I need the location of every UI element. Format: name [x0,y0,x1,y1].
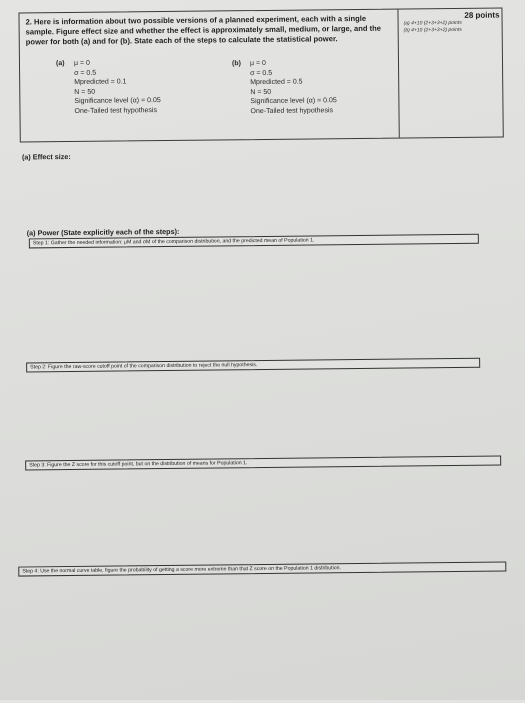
points-b: (b) 4+10 (2+3+3+2) points [403,26,462,34]
power-label: (a) Power (State explicitly each of the steps): [26,226,180,238]
points-column-divider [397,10,399,138]
version-b-alpha: Significance level (α) = 0.05 [250,97,337,106]
points-panel [403,11,499,35]
version-b-parameters [232,58,337,117]
question-number: 2. [25,17,32,27]
version-b-test: One-Tailed test hypothesis [250,107,334,116]
points-total: 28 points [464,10,500,20]
question-prompt: Here is information about two possible versions of a planned experiment, each with a single sample. Figure effect size and whether the effect is approximately small, medium, or large, and the power for both (a) and for (b). State each of the steps to calculate the statistical power. [25,13,382,47]
version-a-sigma: σ = 0.5 [74,69,97,77]
step-1-bar: Step 1: Gather the needed information: μM and σM of the comparison distribution, and the predicted mean of Population 1. [29,234,479,249]
effect-size-label: (a) Effect size: [21,151,71,162]
step-4-bar: Step 4: Use the normal curve table, figure the probability of getting a score more extreme than that Z score on the Population 1 distribution. [18,561,506,576]
version-a-label: (a) [55,60,65,68]
version-b-label: (b) [231,60,241,68]
version-a-m-predicted: Mpredicted = 0.1 [74,78,127,87]
question-text [26,14,392,48]
version-b-mu: μ = 0 [249,59,266,68]
version-b-n: N = 50 [250,88,272,96]
version-a-n: N = 50 [74,88,96,96]
version-a-mu: μ = 0 [73,59,90,67]
version-a-alpha: Significance level (α) = 0.05 [74,97,161,106]
step-2-bar: Step 2: Figure the raw-score cutoff point of the comparison distribution to reject the null hypothesis. [26,358,480,373]
version-a-parameters [56,58,161,117]
step-3-bar: Step 3: Figure the Z score for this cutoff point, but on the distribution of means for Population 1. [25,456,501,471]
question-box [18,7,503,142]
version-b-m-predicted: Mpredicted = 0.5 [250,78,303,87]
points-a: (a) 4+10 (2+3+3+2) points [403,19,462,27]
version-b-sigma: σ = 0.5 [250,69,273,77]
version-a-test: One-Tailed test hypothesis [74,107,158,115]
